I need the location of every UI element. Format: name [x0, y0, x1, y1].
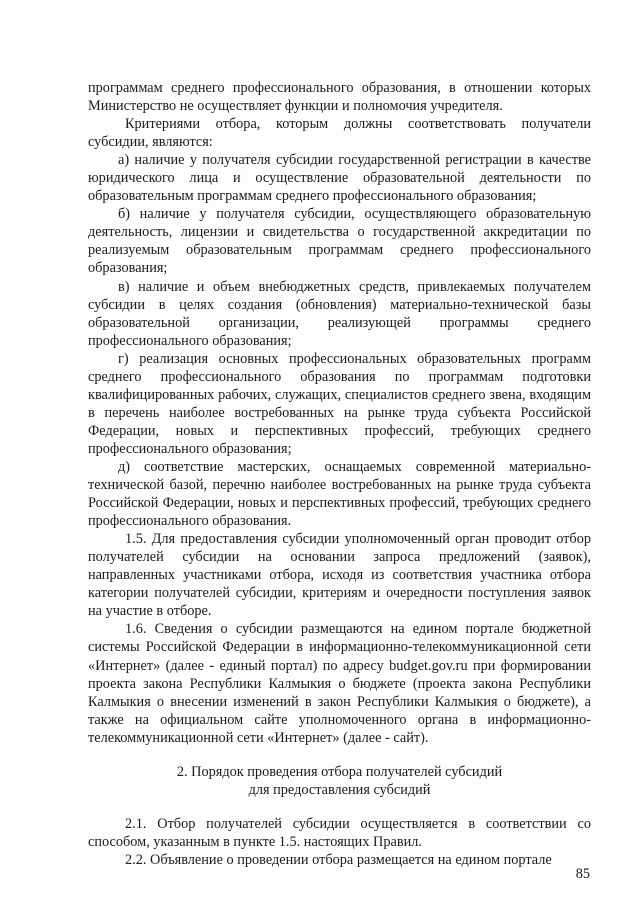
section-heading — [88, 763, 591, 799]
paragraph-4: в) наличие и объем внебюджетных средств, привлекаемых получателем субсидии в целях создания (обновления) материально-технической базы образовательной организации, реализующей программы среднего профессионального образования; — [88, 278, 591, 349]
paragraph-6: д) соответствие мастерских, оснащаемых современной материально-технической базой, перечню наиболее востребованных на рынке труда субъекта Российской Федерации, новых и перспективных профессий, требующих среднего профессионального образования. — [88, 458, 591, 530]
section-heading-line-2: для предоставления субсидий — [248, 782, 431, 799]
page-number: 85 — [575, 866, 590, 882]
section-paragraph-0: 2.1. Отбор получателей субсидии осуществляется в соответствии со способом, указанным в пункте 1.5. настоящих Правил. — [88, 816, 591, 851]
section-paragraph-1: 2.2. Объявление о проведении отбора размещается на едином портале — [125, 852, 552, 869]
body-text — [88, 79, 591, 747]
paragraph-8: 1.6. Сведения о субсидии размещаются на едином портале бюджетной системы Российской Федерации в информационно-телекоммуникационной сети «Интернет» (далее - единый портал) по адресу budget.gov.ru при формировании проекта закона Республики Калмыкия о бюджете (проекта закона Республики Калмыкия о внесении изменений в закон Республики Калмыкия о бюджете), а также на официальном сайте уполномоченного органа в информационно-телекоммуникационной сети «Интернет» (далее - сайт). — [88, 621, 591, 746]
section-body-text — [88, 815, 591, 869]
paragraph-5: г) реализация основных профессиональных образовательных программ среднего профессионального образования по программам подготовки квалифицированных рабочих, служащих, специалистов среднего звена, входящим в перечень наиболее востребованных на рынке труда субъекта Российской Федерации, новых и перспективных профессий, требующих среднего профессионального образования; — [88, 350, 591, 457]
paragraph-7: 1.5. Для предоставления субсидии уполномоченный орган проводит отбор получателей субсидии на основании запроса предложений (заявок), направленных участниками отбора, исходя из соответствия участника отбора категории получателей субсидии, критериям и очередности поступления заявок на участие в отборе. — [88, 531, 591, 620]
paragraph-2: а) наличие у получателя субсидии государственной регистрации в качестве юридического лица и осуществление образовательной деятельности по образовательным программам среднего профессионального образования; — [88, 152, 591, 205]
section-heading-line-1: 2. Порядок проведения отбора получателей субсидий — [176, 764, 503, 780]
paragraph-1: Критериями отбора, которым должны соответствовать получатели субсидии, являются: — [88, 116, 591, 151]
paragraph-3: б) наличие у получателя субсидии, осуществляющего образовательную деятельность, лицензии и свидетельства о государственной аккредитации по реализуемым образовательным программам среднего профессионального образования; — [88, 206, 591, 277]
paragraph-0: программам среднего профессионального образования, в отношении которых Министерство не осуществляет функции и полномочия учредителя. — [88, 80, 591, 115]
